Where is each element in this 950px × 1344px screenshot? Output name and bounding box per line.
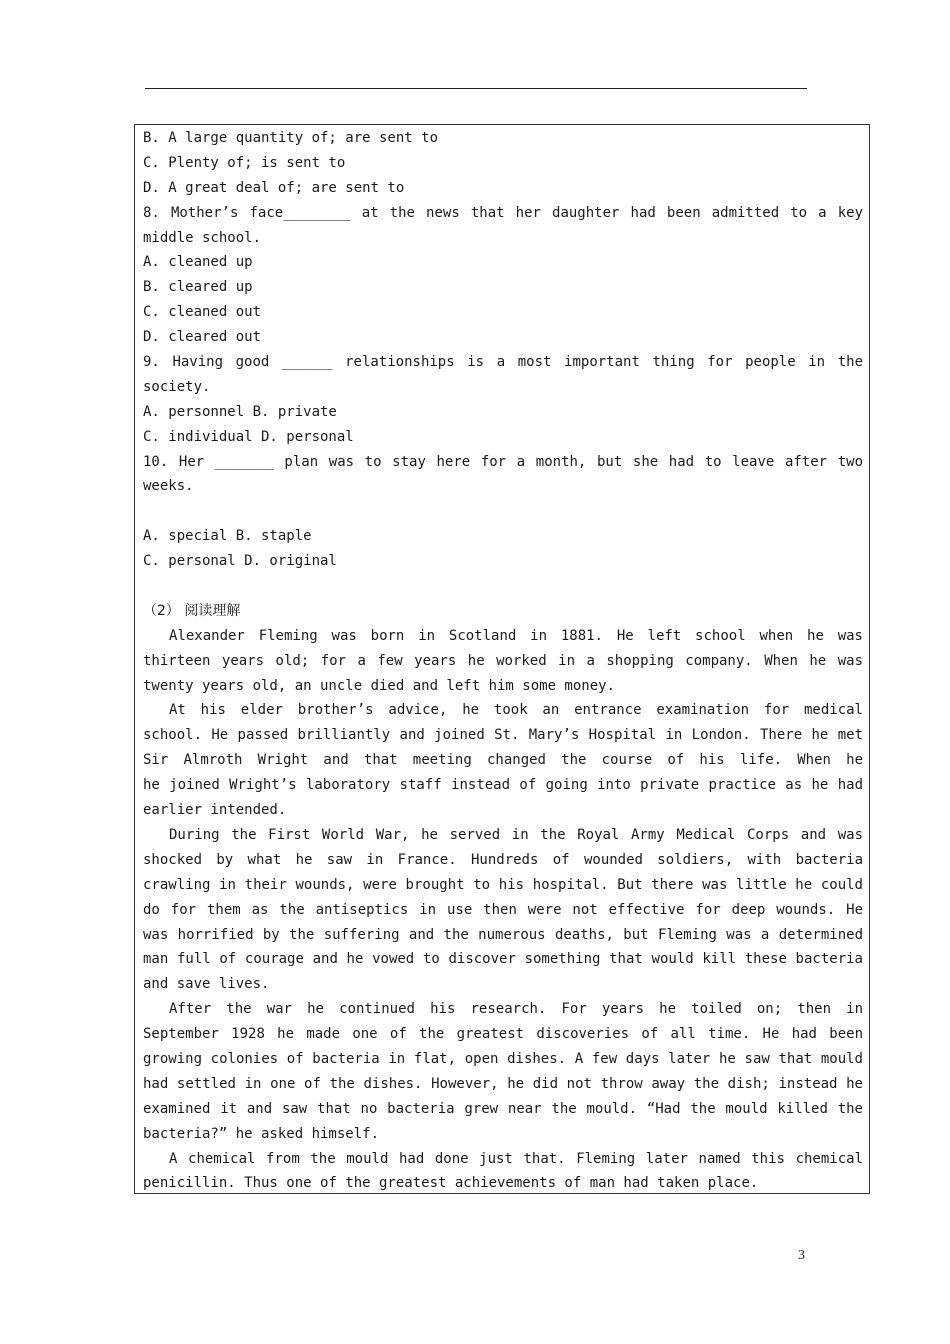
reading-line: During the First World War, he served in the Royal Army Medical Corps and was bbox=[169, 826, 863, 843]
q10-stem-cont: weeks. bbox=[143, 478, 194, 495]
reading-line: Alexander Fleming was born in Scotland in 1881. He left school when he was bbox=[169, 627, 863, 644]
q8-option-a: A. cleaned up bbox=[143, 254, 253, 271]
reading-line: and save lives. bbox=[143, 976, 270, 993]
reading-line: At his elder brother’s advice, he took an entrance examination for medical bbox=[169, 702, 863, 719]
reading-line: shocked by what he saw in France. Hundreds of wounded soldiers, with bacteria bbox=[143, 851, 863, 868]
reading-line: Sir Almroth Wright and that meeting changed the course of his life. When he bbox=[143, 752, 863, 769]
reading-line: man full of courage and he vowed to discover something that would kill these bacteria bbox=[143, 951, 863, 968]
reading-line: bacteria?” he asked himself. bbox=[143, 1125, 380, 1142]
blank-line bbox=[143, 574, 863, 599]
q9-options-ab: A. personnel B. private bbox=[143, 403, 337, 420]
page-number: 3 bbox=[798, 1248, 805, 1263]
reading-line: had settled in one of the dishes. However, he did not throw away the dish; instead he bbox=[143, 1075, 863, 1092]
q8-option-b: B. cleared up bbox=[143, 279, 253, 296]
q8-option-c: C. cleaned out bbox=[143, 304, 262, 321]
reading-line: After the war he continued his research. For years he toiled on; then in bbox=[169, 1001, 863, 1018]
document-body bbox=[143, 126, 863, 1196]
q10-options-cd: C. personal D. original bbox=[143, 553, 337, 570]
q9-stem-cont: society. bbox=[143, 378, 211, 395]
reading-line: earlier intended. bbox=[143, 802, 287, 819]
q7-option-c: C. Plenty of; is sent to bbox=[143, 154, 346, 171]
reading-line: September 1928 he made one of the greatest discoveries of all time. He had been bbox=[143, 1026, 863, 1043]
header-rule bbox=[145, 88, 807, 89]
reading-passage bbox=[143, 624, 863, 1196]
reading-line: do for them as the antiseptics in use then were not effective for deep wounds. He bbox=[143, 901, 863, 918]
q9-options-cd: C. individual D. personal bbox=[143, 428, 354, 445]
reading-line: A chemical from the mould had done just that. Fleming later named this chemical bbox=[169, 1150, 863, 1167]
q10-options-ab: A. special B. staple bbox=[143, 528, 312, 545]
q9-stem: 9. Having good ______ relationships is a most important thing for people in the bbox=[143, 354, 863, 371]
reading-line: school. He passed brilliantly and joined St. Mary’s Hospital in London. There he met bbox=[143, 727, 863, 744]
reading-line: twenty years old, an uncle died and left him some money. bbox=[143, 677, 616, 694]
reading-line: growing colonies of bacteria in flat, open dishes. A few days later he saw that mould bbox=[143, 1050, 863, 1067]
q7-option-b: B. A large quantity of; are sent to bbox=[143, 130, 439, 146]
reading-line: penicillin. Thus one of the greatest achievements of man had taken place. bbox=[143, 1175, 759, 1192]
q10-stem: 10. Her _______ plan was to stay here for a month, but she had to leave after two bbox=[143, 453, 863, 470]
q7-option-d: D. A great deal of; are sent to bbox=[143, 179, 405, 196]
blank-line bbox=[143, 499, 863, 524]
reading-line: was horrified by the suffering and the numerous deaths, but Fleming was a determined bbox=[143, 926, 863, 943]
reading-heading: （2） 阅读理解 bbox=[143, 602, 241, 619]
q8-stem-cont: middle school. bbox=[143, 229, 262, 246]
reading-line: crawling in their wounds, were brought to his hospital. But there was little he could bbox=[143, 876, 863, 893]
q8-option-d: D. cleared out bbox=[143, 329, 262, 346]
reading-line: thirteen years old; for a few years he worked in a shopping company. When he was bbox=[143, 652, 863, 669]
reading-line: he joined Wright’s laboratory staff instead of going into private practice as he had bbox=[143, 777, 863, 794]
reading-line: examined it and saw that no bacteria grew near the mould. “Had the mould killed the bbox=[143, 1100, 863, 1117]
q8-stem: 8. Mother’s face________ at the news that her daughter had been admitted to a key bbox=[143, 204, 863, 221]
